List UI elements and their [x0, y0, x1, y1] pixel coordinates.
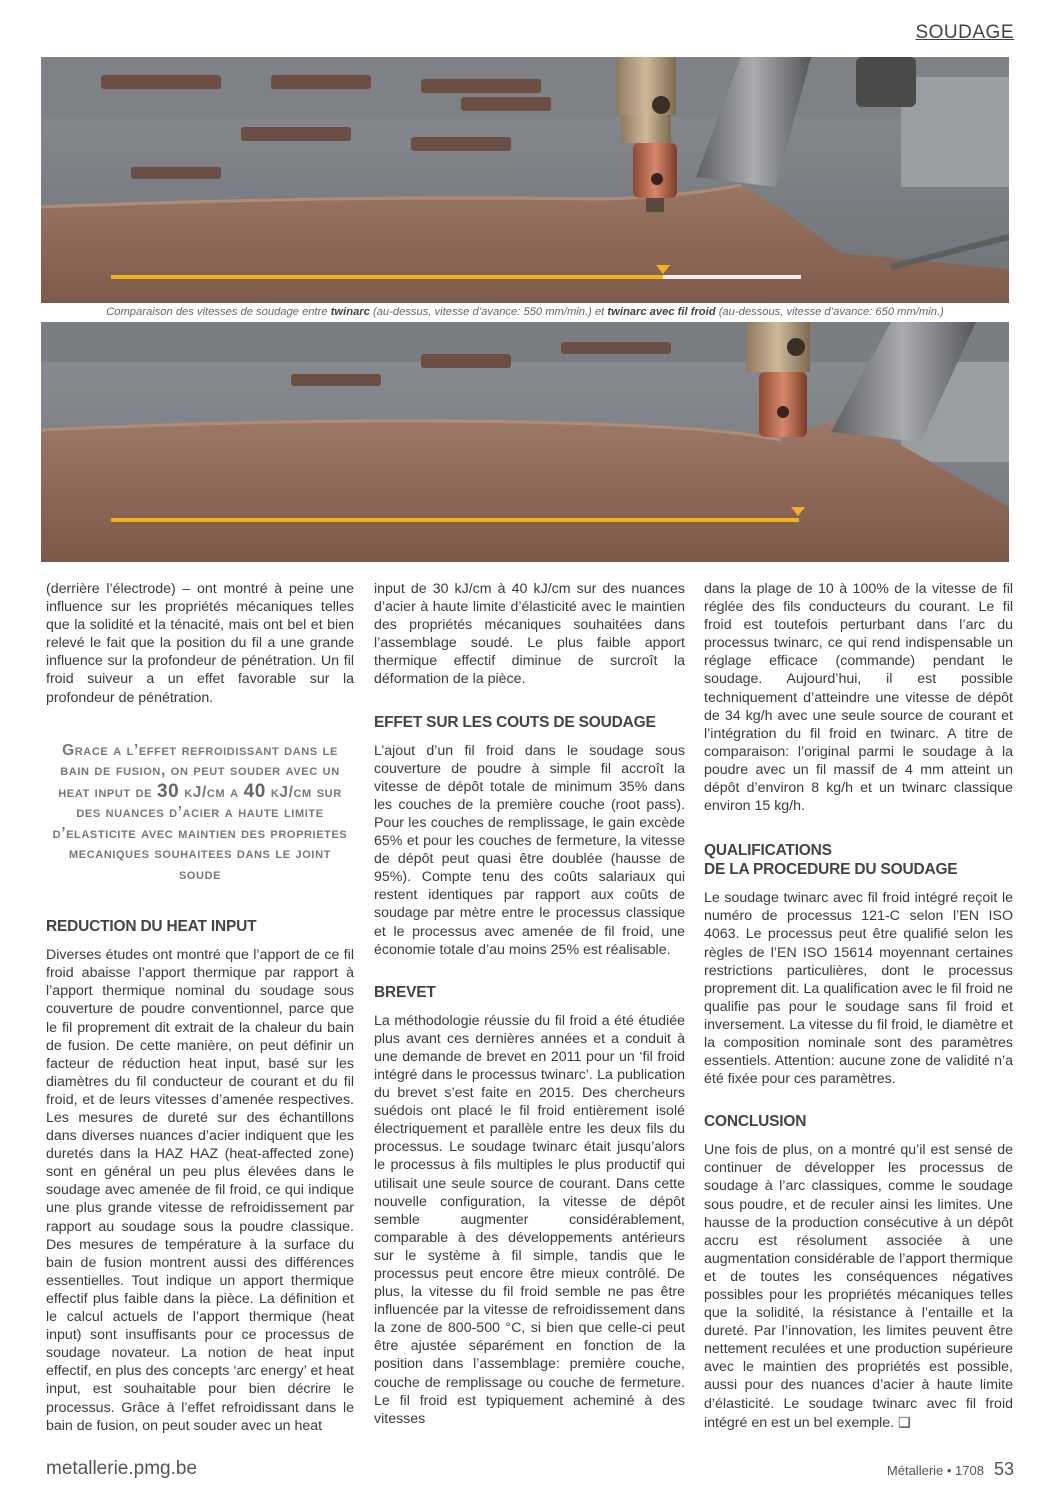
column-3 — [704, 580, 1013, 1432]
heading-effet-couts: EFFET SUR LES COUTS DE SOUDAGE — [374, 713, 656, 731]
pull-quote-part-a: Grace a l’effet refroidissant dans le bain de fusion, on peut souder avec un heat input de — [58, 741, 340, 801]
footer-page-info — [887, 1459, 1014, 1480]
col1-paragraph-1: (derrière l’électrode) – ont montré à peine une influence sur les propriétés mécaniques telles que la solidité et la ténacité, mais ont bel et bien relevé le fait que la position du fil a une grande influence sur la profondeur de pénétration. Un fil froid suiveur a un effet favorable sur la profondeur de pénétration. — [46, 581, 354, 706]
col3-paragraph-2: Le soudage twinarc avec fil froid intégré reçoit le numéro de processus 121-C selon l’EN ISO 4063. Le processus peut être qualifié selon les règles de l’EN ISO 15614 moyennant certaines restrictions particulières, dont le processus proprement dit. La qualification avec le fil froid ne qualifie pas pour le soudage sans fil froid et inversement. La vitesse du fil froid, le diamètre et la composition nominale sont des paramètres essentiels. Attention: aucune zone de validité n’a été fixée pour ces paramètres. — [704, 890, 1013, 1088]
heading-qualifications-line-1: QUALIFICATIONS — [704, 842, 832, 860]
welding-photo-top — [41, 57, 1009, 303]
heading-conclusion: CONCLUSION — [704, 1113, 807, 1131]
col3-paragraph-1: dans la plage de 10 à 100% de la vitesse de fil réglée des fils conducteurs du courant. Le fil froid est toutefois perturbant dans l’arc du processus twinarc, ce qui rend indispensable un réglage efficace (commande) pendant le soudage. Aujourd’hui, il est possible techniquement d’atteindre une vitesse de dépôt de 34 kg/h avec une seule source de courant et l’intégration du fil froid en twinarc. A titre de comparaison: l’original parmi le soudage à la poudre avec un fil massif de 4 mm atteint un dépôt d’environ 8 kg/h et un twinarc classique environ 15 kg/h. — [704, 581, 1013, 815]
heading-qualifications — [704, 841, 1013, 879]
footer-magazine: Métallerie • 1708 — [886, 1463, 984, 1478]
photo-caption — [41, 303, 1009, 322]
page-number: 53 — [993, 1459, 1014, 1479]
col3-paragraph-3 — [704, 1141, 1013, 1432]
pull-quote-part-b: kJ/cm a — [179, 783, 244, 801]
pull-quote-num-2: 40 — [243, 780, 266, 802]
col3-paragraph-3-text: Une fois de plus, on a montré qu’il est sensé de continuer de développer les processus de soudage à l’arc classiques, comme le soudage sous poudre, et de reculer ainsi les limites. Une hausse de la production consécutive à un dépôt accru est résolument associée à une augmentation considérable de l’apport thermique et de toutes les conséquences négatives possibles pour les propriétés mécaniques telles que la solidité, la résistance à l’entaille et la dureté. Par l’innovation, les limites peuvent être nettement reculées et une production supérieure avec le maintien des propriétés est possible, aussi pour des nuances d’acier à haute limite d’élasticité. Le soudage twinarc avec fil froid intégré en est un bel exemple. — [704, 1142, 1013, 1431]
caption-part2: (au-dessus, vitesse d’avance: 550 mm/min.) et — [369, 306, 608, 318]
section-title: SOUDAGE — [915, 22, 1014, 43]
caption-bold2: twinarc avec fil froid — [607, 306, 716, 318]
caption-part1: Comparaison des vitesses de soudage entre — [106, 306, 331, 318]
column-1 — [46, 580, 354, 1435]
column-2 — [374, 580, 685, 1428]
col2-paragraph-3: La méthodologie réussie du fil froid a été étudiée plus avant ces dernières années et a conduit à une demande de brevet en 2011 pour un ‘fil froid intégré dans le processus twinarc’. La publication du brevet s’est faite en 2015. Des chercheurs suédois ont placé le fil froid entièrement isolé électriquement et parallèle entre les deux fils du processus. Le soudage twinarc était jusqu’alors le processus à fils multiples le plus productif qui utilisait une seule source de courant. Dans cette nouvelle configuration, la vitesse de dépôt semble augmenter considérablement, comparable à des développements antérieurs sur le système à fil simple, tandis que le processus peut encore être mieux contrôlé. De plus, la vitesse du fil froid semble ne pas être influencée par la vitesse de refroidissement dans la zone de 800-500 °C, si bien que celle-ci peut être ajustée séparément en fonction de la position dans l’assemblage: première couche, couche de remplissage ou couche de fermeture. Le fil froid est typiquement acheminé à des vitesses — [374, 1012, 685, 1427]
footer-website[interactable]: metallerie.pmg.be — [46, 1458, 198, 1479]
end-of-article-icon: ❑ — [898, 1413, 911, 1430]
col1-paragraph-2: Diverses études ont montré que l’apport de ce fil froid abaisse l’apport thermique par rapport à l’apport thermique nominal du soudage sous couverture de poudre conventionnel, parce que le fil proprement dit extrait de la chaleur du bain de fusion. De cette manière, on peut définir un facteur de réduction heat input, basé sur les diamètres du fil conducteur de courant et du fil froid, et de leurs vitesses d’amenée respectives. Les mesures de dureté sur des échantillons dans diverses nuances d’acier indiquent que les duretés dans la HAZ HAZ (heat-affected zone) sont en général un peu plus élevées dans le soudage avec amenée de fil froid, ce qui indique une plus grande vitesse de refroidissement par rapport au soudage sous la poudre classique. Des mesures de température à la surface du bain de fusion montrent aussi des différences essentielles. Tout indique un apport thermique effectif plus faible dans la pièce. La définition et le calcul actuels de l’apport thermique (heat input) sont insuffisants pour ce processus de soudage novateur. La notion de heat input effectif, en plus des concepts ‘arc energy’ et heat input, est souhaitable pour bien décrire le processus. Grâce à l’effet refroidissant dans le bain de fusion, on peut souder avec un heat — [46, 947, 354, 1434]
welding-photo-bottom — [41, 322, 1009, 562]
col2-paragraph-2: L’ajout d’un fil froid dans le soudage sous couverture de poudre à simple fil accroît la vitesse de dépôt totale de minimum 35% dans les couches de la première couche (root pass). Pour les couches de remplissage, le gain excède 65% et pour les couches de fermeture, la vitesse de dépôt peut quasi être doublée (hausse de 95%). Compte tenu des coûts salariaux qui restent identiques par rapport aux coûts de soudage par mètre entre le processus classique et le processus avec amenée de fil froid, une économie totale d’au moins 25% est réalisable. — [374, 742, 685, 958]
pull-quote — [46, 741, 354, 886]
pull-quote-num-1: 30 — [156, 780, 180, 802]
caption-bold1: twinarc — [330, 306, 370, 318]
heading-reduction-heat-input: REDUCTION DU HEAT INPUT — [46, 918, 257, 936]
heading-brevet: BREVET — [374, 983, 436, 1001]
caption-part3: (au-dessous, vitesse d’avance: 650 mm/min.) — [715, 306, 944, 318]
col2-paragraph-1: input de 30 kJ/cm à 40 kJ/cm sur des nuances d’acier à haute limite d’élasticité avec le maintien des propriétés mécaniques souhaitées dans l’assemblage soudé. Le plus faible apport thermique effectif diminue de surcroît la déformation de la pièce. — [374, 581, 685, 688]
pull-quote-part-c: kJ/cm sur des nuances d’acier a haute limite d’elasticite avec maintien des proprietes mecaniques souhaitees dans le joint soude — [52, 783, 348, 883]
heading-qualifications-line-2: DE LA PROCEDURE DU SOUDAGE — [704, 861, 958, 879]
